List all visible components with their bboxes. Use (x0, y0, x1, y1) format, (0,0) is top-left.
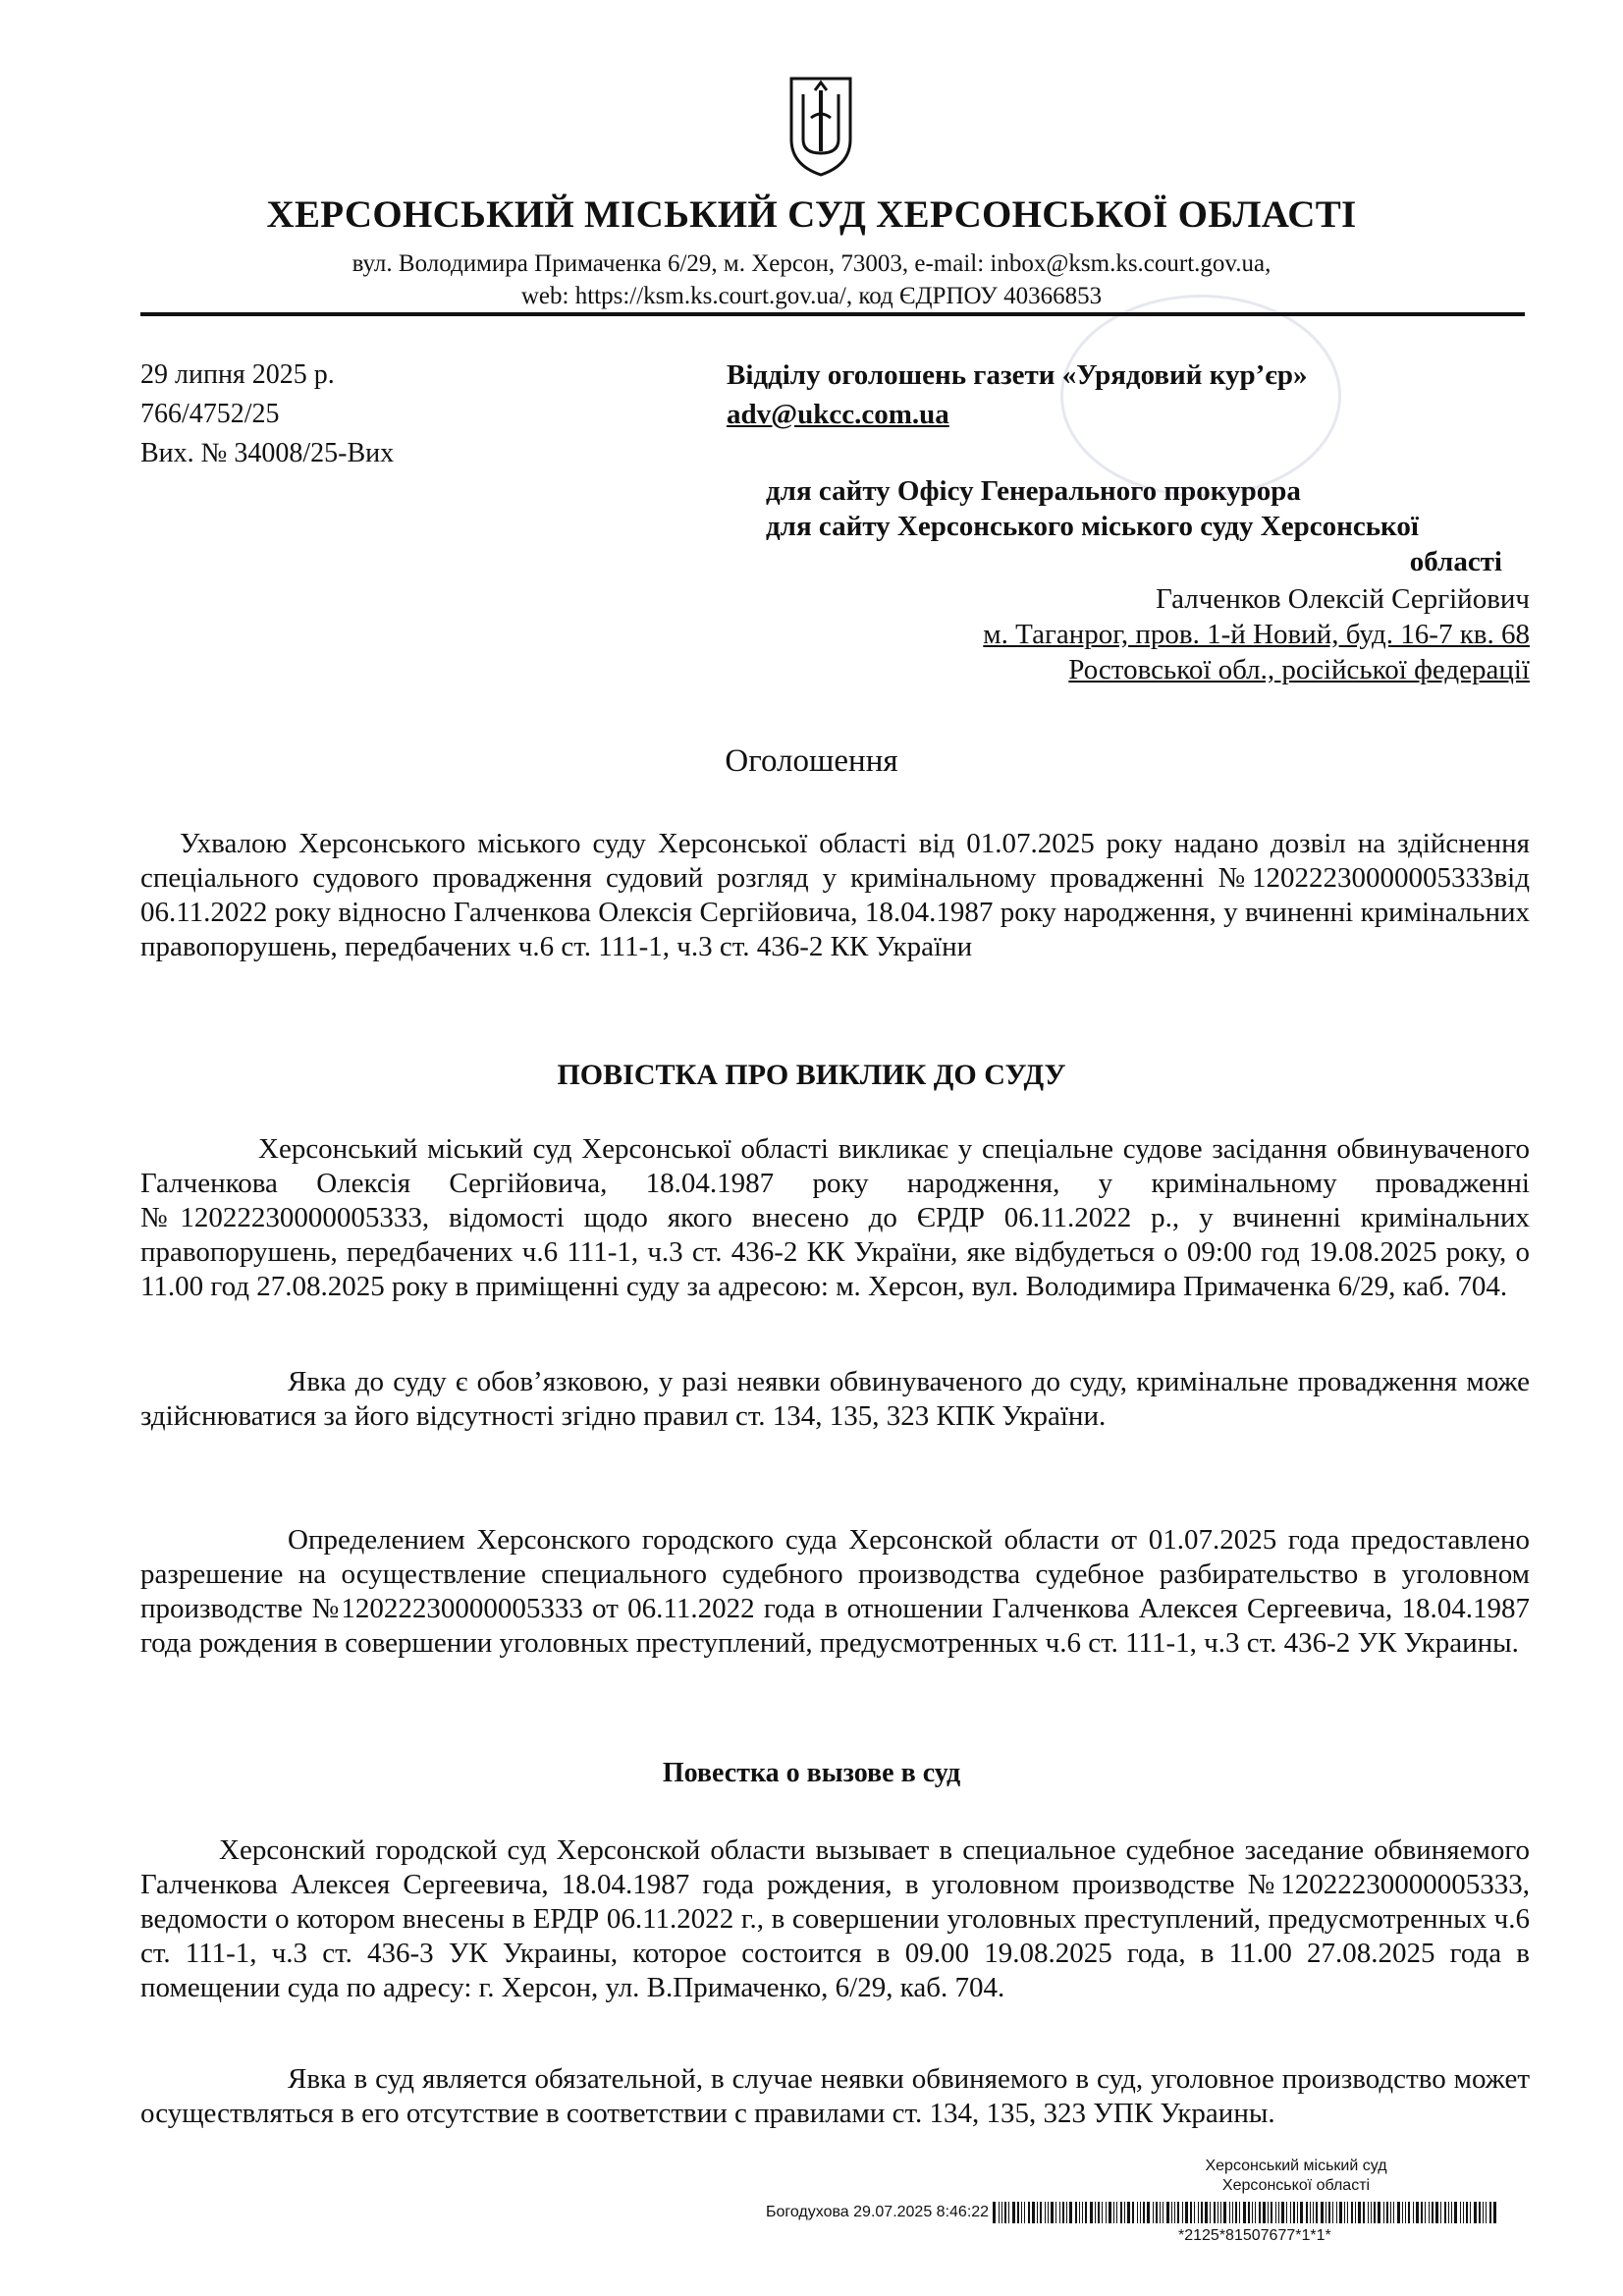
barcode-bar (1325, 2202, 1326, 2223)
barcode-bar (1214, 2202, 1216, 2223)
barcode-bar (1217, 2202, 1218, 2223)
barcode-bar (1393, 2202, 1394, 2223)
barcode-bar (1132, 2202, 1134, 2223)
summons-ua-paragraph-1: Херсонський міський суд Херсонської області викликає у спеціальне судове засідання обвинуваченого Галченкова Олексія Сергійовича, 18.04.1987 року народження, у кримінальному провадженні №12022230000005333, відомості щодо якого внесено до ЄРДР 06.11.2022 р., у вчиненні кримінальних правопорушень, передбачених ч.6 111-1, ч.3 ст. 436-2 КК України, яке відбудеться о 09:00 год 19.08.2025 року, о 11.00 год 27.08.2025 року в приміщенні суду за адресою: м. Херсон, вул. Володимира Примаченка 6/29, каб. 704. (140, 1133, 1530, 1302)
summons-ru-paragraph-1: Херсонский городской суд Херсонской области вызывает в специальное судебное заседание обвиняемого Галченкова Алексея Сергеевича, 18.04.1987 года рождения, в уголовном производстве №12022230000005333, ведомости о котором внесены в ЕРДР 06.11.2022 г., в совершении уголовных преступлений, предусмотренных ч.6 ст. 111-1, ч.3 ст. 436-3 УК Украины, которое состоится в 09.00 19.08.2025 года, в 11.00 27.08.2025 года в помещении суда по адресу: г. Херсон, ул. В.Примаченко, 6/29, каб. 704. (140, 1834, 1530, 2003)
document-date: 29 липня 2025 р. (140, 359, 335, 390)
barcode-bar (1252, 2202, 1253, 2223)
barcode-bar (1402, 2202, 1403, 2223)
barcode-bar (1281, 2202, 1284, 2223)
barcode-bar (1045, 2202, 1046, 2223)
recipient-address-1: м. Таганрог, пров. 1-й Новий, буд. 16-7 кв. 68 (983, 619, 1530, 650)
barcode-bar (1232, 2202, 1233, 2223)
barcode-bar (1355, 2202, 1356, 2223)
barcode-bar (1140, 2202, 1141, 2223)
barcode-bar (1137, 2202, 1138, 2223)
barcode-bar (1048, 2202, 1049, 2223)
addressee-email: adv@ukcc.com.ua (727, 399, 949, 430)
barcode-bar (1448, 2202, 1449, 2223)
recipient-block (983, 581, 1530, 687)
barcode-bar (1098, 2202, 1100, 2223)
barcode-bar (1268, 2202, 1269, 2223)
addressee-block (727, 355, 1307, 434)
barcode-bar (1454, 2202, 1457, 2223)
barcode-bar (1079, 2202, 1080, 2223)
summons-ru-title: Повестка о вызове в суд (662, 1758, 961, 1788)
barcode-bar (1210, 2202, 1211, 2223)
barcode-bar (1259, 2202, 1261, 2223)
barcode-bar (1153, 2202, 1154, 2223)
barcode-bar (1328, 2202, 1330, 2223)
barcode-bar (1127, 2202, 1130, 2223)
barcode-bar (1124, 2202, 1125, 2223)
barcode-bar (1143, 2202, 1145, 2223)
barcode-bar (1463, 2202, 1464, 2223)
barcode-bar (1432, 2202, 1434, 2223)
barcode-bar (1332, 2202, 1333, 2223)
barcode-bar (1425, 2202, 1426, 2223)
barcode-bar (1055, 2202, 1056, 2223)
barcode-bar (1021, 2202, 1022, 2223)
barcode-bar (1062, 2202, 1064, 2223)
ruling-ru-body: Определением Херсонского городского суда Херсонской области от 01.07.2025 года предоставлено разрешение на осуществление специального судебного производства судебное разбирательство в уголовном производстве №12022230000005333 от 06.11.2022 года в отношении Галченкова Алексея Сергеевича, 18.04.1987 года рождения в совершении уголовных преступлений, предусмотренных ч.6 ст. 111-1, ч.3 ст. 436-2 УК Украины. (140, 1524, 1530, 1659)
barcode-bar (1069, 2202, 1072, 2223)
barcode-bar (1239, 2202, 1240, 2223)
barcode-bar (1486, 2202, 1487, 2223)
barcode-bar (1466, 2202, 1468, 2223)
barcode-bar (1421, 2202, 1423, 2223)
case-number: 766/4752/25 (140, 399, 280, 429)
barcode-code: *2125*81507677*1*1* (1178, 2227, 1331, 2244)
barcode-bar (1220, 2202, 1221, 2223)
barcode-bar (1017, 2202, 1019, 2223)
barcode-bar (1271, 2202, 1272, 2223)
header-divider (140, 312, 1525, 316)
barcode-bar (1397, 2202, 1400, 2223)
registry-stamp (1149, 2157, 1443, 2196)
barcode-bar (1339, 2202, 1342, 2223)
barcode-bar (1313, 2202, 1314, 2223)
barcode-bar (1004, 2202, 1006, 2223)
barcode-bar (1286, 2202, 1287, 2223)
registration-line (766, 2202, 1503, 2223)
barcode-bar (999, 2202, 1000, 2223)
barcode-bar (1066, 2202, 1067, 2223)
barcode-bar (1051, 2202, 1054, 2223)
barcode-bar (1109, 2202, 1111, 2223)
court-title: ХЕРСОНСЬКИЙ МІСЬКИЙ СУД ХЕРСОНСЬКОЇ ОБЛАСТІ (266, 193, 1357, 236)
barcode-bar (1037, 2202, 1038, 2223)
barcode-bar (1235, 2202, 1237, 2223)
barcode-bar (1166, 2202, 1169, 2223)
barcode-bar (1171, 2202, 1172, 2223)
barcode-bar (1198, 2202, 1199, 2223)
barcode-icon (993, 2202, 1503, 2223)
announcement-title: Оголошення (725, 743, 898, 779)
barcode-bar (1012, 2202, 1015, 2223)
barcode-bar (1106, 2202, 1107, 2223)
barcode-bar (1416, 2202, 1419, 2223)
barcode-bar (1371, 2202, 1372, 2223)
barcode-bar (1405, 2202, 1406, 2223)
barcode-bar (1383, 2202, 1384, 2223)
barcode-bar (1429, 2202, 1430, 2223)
registrar-stamp: Богодухова 29.07.2025 8:46:22 (766, 2204, 990, 2220)
barcode-bar (1156, 2202, 1158, 2223)
trident-emblem-icon (785, 71, 856, 179)
barcode-bar (1363, 2202, 1365, 2223)
barcode-bar (1310, 2202, 1311, 2223)
summons-ua-paragraph-2: Явка до суду є обов’язковою, у разі неявки обвинуваченого до суду, кримінальне провадження може здійснюватися за його відсутності згідно правил ст. 134, 135, 323 КПК України. (140, 1366, 1530, 1432)
court-address (0, 247, 1623, 312)
site-prosecutor: для сайту Офісу Генерального прокурора (766, 475, 1301, 507)
barcode-bar (1075, 2202, 1077, 2223)
barcode-bar (1102, 2202, 1103, 2223)
barcode-bar (1028, 2202, 1030, 2223)
barcode-bar (1255, 2202, 1256, 2223)
barcode-bar (1290, 2202, 1291, 2223)
barcode-bar (1090, 2202, 1093, 2223)
barcode-bar (1001, 2202, 1002, 2223)
barcode-bar (1223, 2202, 1226, 2223)
barcode-bar (1113, 2202, 1114, 2223)
barcode-bar (1040, 2202, 1042, 2223)
barcode-bar (1344, 2202, 1345, 2223)
barcode-bar (1194, 2202, 1195, 2223)
barcode-bar (1297, 2202, 1298, 2223)
barcode-bar (1300, 2202, 1303, 2223)
court-address-line2: web: https://ksm.ks.court.gov.ua/, код ЄДРПОУ 40366853 (520, 283, 1103, 309)
barcode-bar (1182, 2202, 1183, 2223)
barcode-bar (1174, 2202, 1175, 2223)
barcode-bar (1160, 2202, 1161, 2223)
barcode-bar (1008, 2202, 1009, 2223)
barcode-bar (1082, 2202, 1083, 2223)
court-address-line1: вул. Володимира Примаченка 6/29, м. Херсон, 73003, e-mail: inbox@ksm.ks.court.gov.ua, (352, 250, 1271, 277)
barcode-bar (1024, 2202, 1025, 2223)
barcode-bar (1321, 2202, 1324, 2223)
site-court-cont: області (1409, 546, 1502, 577)
recipient-name: Галченков Олексій Сергійович (1156, 583, 1530, 615)
barcode-bar (1336, 2202, 1337, 2223)
stamp-line-1: Херсонський міський суд (1205, 2158, 1387, 2174)
barcode-bar (1120, 2202, 1122, 2223)
barcode-bar (1177, 2202, 1179, 2223)
barcode-bar (1386, 2202, 1388, 2223)
barcode-bar (1474, 2202, 1477, 2223)
barcode-bar (1201, 2202, 1203, 2223)
barcode-bar (1470, 2202, 1471, 2223)
barcode-bar (1185, 2202, 1188, 2223)
barcode-bar (1306, 2202, 1308, 2223)
barcode-bar (1116, 2202, 1117, 2223)
barcode-bar (1351, 2202, 1353, 2223)
barcode-bar (1229, 2202, 1230, 2223)
barcode-bar (1358, 2202, 1361, 2223)
barcode-bar (993, 2202, 996, 2223)
site-court: для сайту Херсонського міського суду Херсонської (766, 511, 1419, 542)
document-meta (140, 355, 394, 473)
barcode-bar (1190, 2202, 1192, 2223)
barcode-bar (1479, 2202, 1481, 2223)
barcode-bar (1248, 2202, 1250, 2223)
barcode-bar (1032, 2202, 1035, 2223)
addressee-name: Відділу оголошень газети «Урядовий кур’єр» (727, 359, 1308, 391)
barcode-bar (1275, 2202, 1276, 2223)
barcode-bar (1147, 2202, 1150, 2223)
outgoing-number: Вих. № 34008/25-Вих (140, 438, 395, 468)
barcode-bar (1444, 2202, 1446, 2223)
barcode-bar (1347, 2202, 1348, 2223)
barcode-bar (1368, 2202, 1369, 2223)
barcode-bar (1390, 2202, 1391, 2223)
barcode-bar (1059, 2202, 1060, 2223)
barcode-bar (1205, 2202, 1208, 2223)
stamp-line-2: Херсонської області (1221, 2177, 1371, 2194)
barcode-bar (1316, 2202, 1318, 2223)
barcode-bar (1493, 2202, 1496, 2223)
barcode-bar (1293, 2202, 1295, 2223)
barcode-bar (1095, 2202, 1096, 2223)
barcode-bar (1435, 2202, 1438, 2223)
barcode-bar (1278, 2202, 1279, 2223)
barcode-bar (1451, 2202, 1452, 2223)
sites-block (766, 473, 1532, 579)
barcode-bar (1408, 2202, 1410, 2223)
announcement-body: Ухвалою Херсонського міського суду Херсонської області від 01.07.2025 року надано дозвіл на здійснення спеціального судового провадження судовий розгляд у кримінальному провадженні №12022230000005333від 06.11.2022 року відносно Галченкова Олексія Сергійовича, 18.04.1987 року народження, у вчиненні кримінальних правопорушень, передбачених ч.6 ст. 111-1, ч.3 ст. 436-2 КК України (140, 828, 1530, 962)
barcode-bar (1263, 2202, 1266, 2223)
barcode-bar (1243, 2202, 1246, 2223)
barcode-bar (1440, 2202, 1441, 2223)
barcode-bar (1489, 2202, 1491, 2223)
recipient-address-2: Ростовської обл., російської федерації (1068, 654, 1530, 685)
barcode-bar (1378, 2202, 1380, 2223)
barcode-bar (1374, 2202, 1376, 2223)
barcode-bar (1413, 2202, 1414, 2223)
summons-ru-paragraph-2: Явка в суд является обязательной, в случае неявки обвиняемого в суд, уголовное производство может осуществляться в его отсутствие в соответствии с правилами ст. 134, 135, 323 УПК Украины. (140, 2063, 1530, 2129)
summons-ua-title: ПОВІСТКА ПРО ВИКЛИК ДО СУДУ (557, 1059, 1066, 1091)
barcode-bar (1483, 2202, 1484, 2223)
barcode-bar (1460, 2202, 1461, 2223)
barcode-bar (1085, 2202, 1087, 2223)
